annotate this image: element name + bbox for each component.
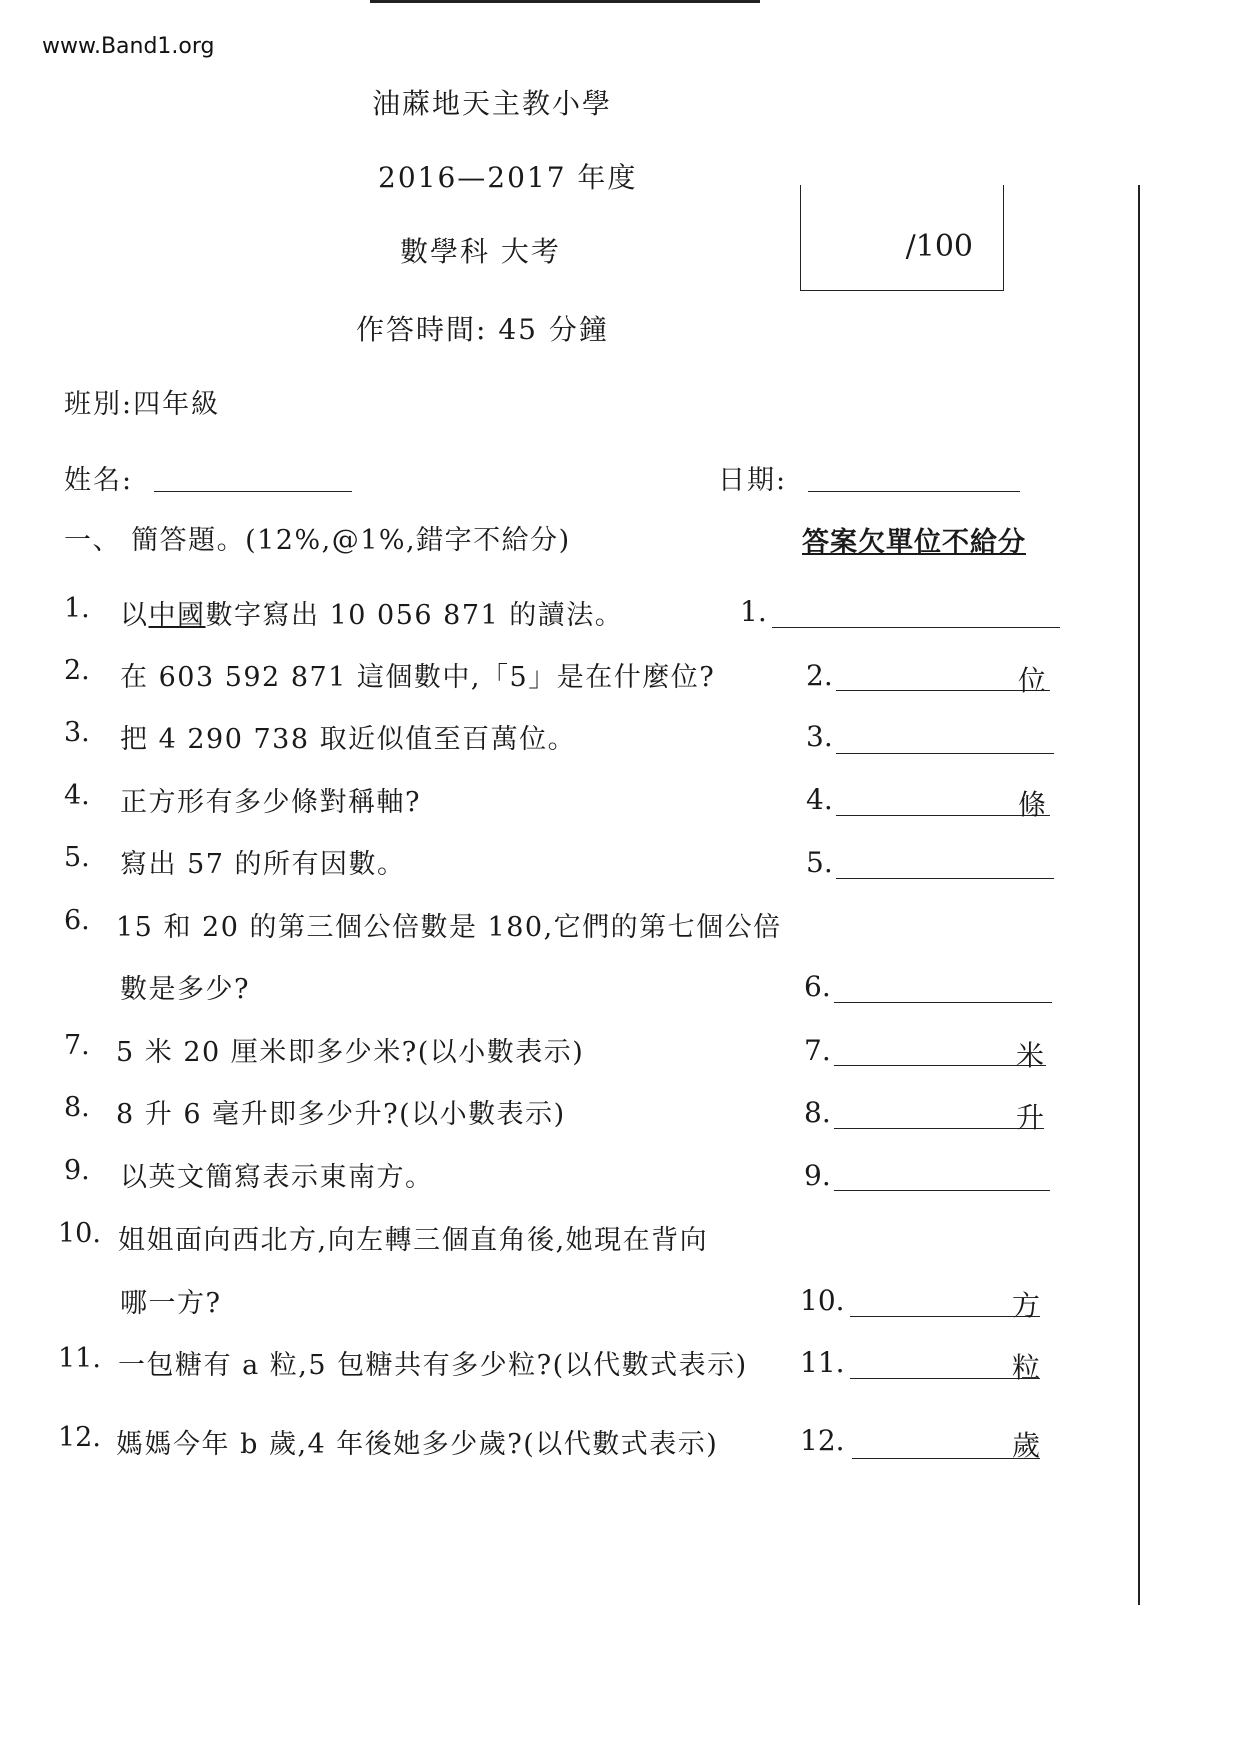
question-number: 2. — [64, 655, 90, 686]
question-text: 把 4 290 738 取近似值至百萬位。 — [120, 724, 577, 755]
answer-number: 10. — [800, 1284, 845, 1317]
answer-number: 5. — [806, 846, 833, 879]
question-text: 在 603 592 871 這個數中,「5」是在什麼位? — [120, 662, 716, 693]
answer-number: 3. — [806, 720, 833, 753]
question-text: 一包糖有 a 粒,5 包糖共有多少粒?(以代數式表示) — [118, 1350, 748, 1381]
answer-number: 7. — [804, 1034, 831, 1067]
answer-unit: 米 — [1016, 1039, 1045, 1072]
right-margin-rule — [1138, 185, 1140, 1605]
question-text-continued: 數是多少? — [120, 974, 250, 1005]
answer-unit: 歲 — [1012, 1429, 1041, 1462]
answer-unit: 升 — [1016, 1101, 1045, 1134]
answer-blank[interactable] — [836, 878, 1054, 879]
score-total: /100 — [905, 229, 973, 264]
answer-number: 12. — [800, 1424, 845, 1457]
question-number: 4. — [64, 780, 90, 811]
question-number: 5. — [64, 842, 90, 873]
answer-number: 2. — [806, 659, 833, 692]
name-blank[interactable] — [154, 491, 352, 492]
answer-number: 11. — [800, 1346, 845, 1379]
answer-unit: 方 — [1012, 1289, 1041, 1322]
exam-duration: 作答時間: 45 分鐘 — [356, 313, 609, 346]
answer-blank[interactable] — [834, 1128, 1044, 1129]
question-text: 以中國數字寫出 10 056 871 的讀法。 — [120, 600, 624, 631]
name-label: 姓名: — [64, 465, 134, 496]
website-watermark: www.Band1.org — [42, 34, 215, 59]
school-year: 2016—2017 年度 — [378, 161, 638, 194]
question-text-continued: 哪一方? — [120, 1288, 222, 1319]
question-number: 9. — [64, 1155, 90, 1186]
answer-unit: 位 — [1018, 664, 1047, 697]
answer-blank[interactable] — [834, 1190, 1050, 1191]
answer-number: 9. — [804, 1159, 831, 1192]
answer-number: 1. — [740, 595, 767, 628]
question-text: 姐姐面向西北方,向左轉三個直角後,她現在背向 — [118, 1225, 709, 1256]
top-rule — [370, 0, 760, 3]
answer-number: 8. — [804, 1096, 831, 1129]
question-text: 8 升 6 毫升即多少升?(以小數表示) — [116, 1099, 566, 1130]
answer-number: 6. — [804, 970, 831, 1003]
answer-number: 4. — [806, 783, 833, 816]
question-number: 11. — [58, 1343, 101, 1374]
answer-blank[interactable] — [834, 1065, 1046, 1066]
date-blank[interactable] — [808, 491, 1020, 492]
question-number: 3. — [64, 717, 90, 748]
date-label: 日期: — [718, 465, 788, 496]
section-title: 一、 簡答題。(12%,@1%,錯字不給分) — [64, 525, 571, 556]
question-number: 7. — [64, 1030, 90, 1061]
answer-unit: 條 — [1018, 788, 1047, 821]
question-text: 以英文簡寫表示東南方。 — [120, 1162, 434, 1193]
question-text: 媽媽今年 b 歲,4 年後她多少歲?(以代數式表示) — [116, 1429, 719, 1460]
question-number: 6. — [64, 905, 90, 936]
question-text: 15 和 20 的第三個公倍數是 180,它們的第七個公倍 — [116, 912, 782, 943]
question-number: 12. — [58, 1422, 101, 1453]
question-number: 1. — [64, 593, 90, 624]
answer-blank[interactable] — [834, 1002, 1052, 1003]
answer-blank[interactable] — [836, 753, 1054, 754]
question-text: 寫出 57 的所有因數。 — [120, 849, 406, 880]
question-number: 8. — [64, 1092, 90, 1123]
exam-title: 數學科 大考 — [400, 235, 561, 268]
unit-note: 答案欠單位不給分 — [802, 527, 1026, 558]
question-text: 5 米 20 厘米即多少米?(以小數表示) — [116, 1037, 585, 1068]
score-box — [800, 185, 1004, 291]
answer-unit: 粒 — [1012, 1351, 1041, 1384]
class-label: 班別:四年級 — [64, 389, 221, 420]
school-name: 油蔴地天主教小學 — [372, 87, 613, 120]
question-text: 正方形有多少條對稱軸? — [120, 787, 421, 818]
answer-blank[interactable] — [772, 627, 1060, 628]
question-number: 10. — [58, 1218, 101, 1249]
